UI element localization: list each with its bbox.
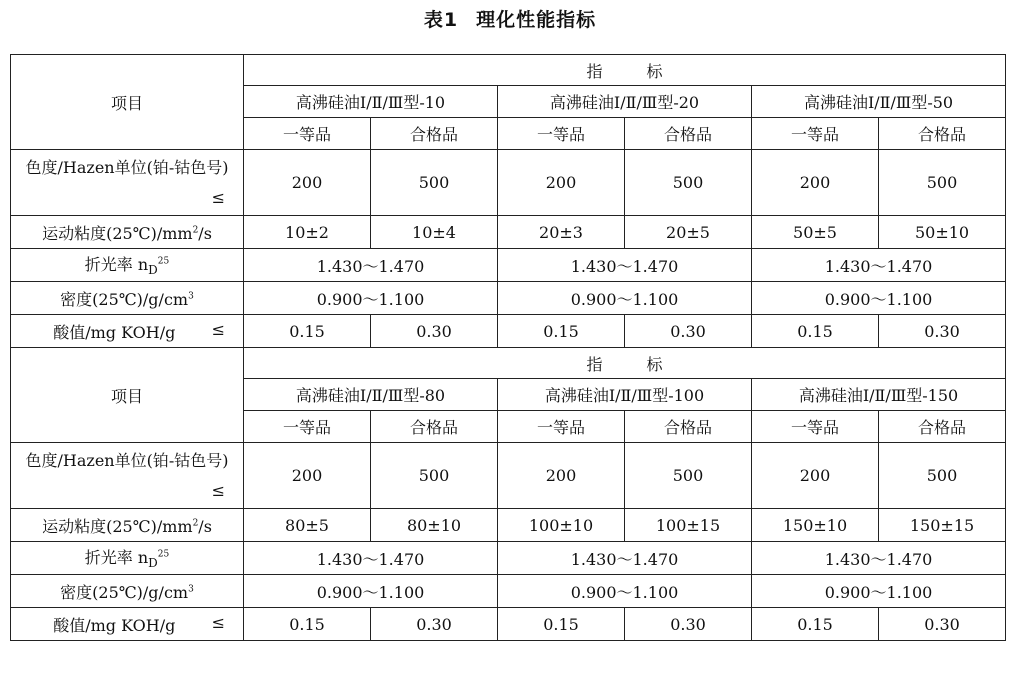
cell: 0.900～1.100 — [498, 282, 752, 315]
grade-header: 一等品 — [498, 411, 625, 443]
cell: 0.30 — [371, 608, 498, 641]
cell: 0.15 — [498, 608, 625, 641]
cell: 20±3 — [498, 216, 625, 249]
indicator-header: 指 标 — [244, 348, 1006, 379]
cell: 0.30 — [879, 608, 1006, 641]
grade-header: 合格品 — [879, 118, 1006, 150]
table-number: 表1 — [423, 9, 459, 31]
cell: 0.30 — [625, 315, 752, 348]
row-label-acid: 酸值/mg KOH/g ≤ — [11, 608, 244, 641]
cell: 80±10 — [371, 509, 498, 542]
cell: 50±5 — [752, 216, 879, 249]
cell: 1.430～1.470 — [498, 542, 752, 575]
cell: 0.900～1.100 — [498, 575, 752, 608]
cell: 1.430～1.470 — [244, 542, 498, 575]
row-label-density: 密度$(25℃)/g/cm^3$ — [11, 282, 244, 315]
table-row-acid — [11, 608, 1006, 641]
cell: 150±10 — [752, 509, 879, 542]
row-label-color: 色度/Hazen单位(铂-钴色号) ≤ — [11, 443, 244, 509]
cell: 0.15 — [244, 315, 371, 348]
cell: 500 — [879, 443, 1006, 509]
cell: 1.430～1.470 — [752, 542, 1006, 575]
indicator-header: 指 标 — [244, 55, 1006, 86]
cell: 0.900～1.100 — [752, 282, 1006, 315]
cell: 0.900～1.100 — [244, 575, 498, 608]
grade-header: 合格品 — [371, 411, 498, 443]
row-label-refraction: 折光率 $n_D^{25}$ — [11, 542, 244, 575]
grade-header: 一等品 — [244, 118, 371, 150]
table-row-density — [11, 575, 1006, 608]
table-row-color — [11, 443, 1006, 509]
table-row-color — [11, 150, 1006, 216]
table-row-density — [11, 282, 1006, 315]
grade-header: 一等品 — [752, 411, 879, 443]
grade-header: 一等品 — [752, 118, 879, 150]
row-label-viscosity: 运动粘度$(25℃)/mm^2/s$ — [11, 509, 244, 542]
row-label-refraction: 折光率 $n_D^{25}$ — [11, 249, 244, 282]
row-label-density: 密度$(25℃)/g/cm^3$ — [11, 575, 244, 608]
item-header: 项目 — [11, 348, 244, 443]
header-row-indicator — [11, 348, 1006, 379]
table-row-acid — [11, 315, 1006, 348]
cell: 500 — [371, 150, 498, 216]
cell: 200 — [752, 150, 879, 216]
table-title — [0, 6, 1020, 34]
cell: 200 — [244, 443, 371, 509]
cell: 10±4 — [371, 216, 498, 249]
cell: 80±5 — [244, 509, 371, 542]
row-label-color: 色度/Hazen单位(铂-钴色号) ≤ — [11, 150, 244, 216]
grade-header: 合格品 — [625, 118, 752, 150]
spec-table — [10, 54, 1006, 641]
grade-header: 一等品 — [498, 118, 625, 150]
cell: 100±10 — [498, 509, 625, 542]
grade-header: 一等品 — [244, 411, 371, 443]
cell: 200 — [498, 443, 625, 509]
cell: 0.15 — [498, 315, 625, 348]
cell: 0.900～1.100 — [752, 575, 1006, 608]
product-header: 高沸硅油Ⅰ/Ⅱ/Ⅲ型-10 — [244, 86, 498, 118]
cell: 100±15 — [625, 509, 752, 542]
cell: 10±2 — [244, 216, 371, 249]
cell: 0.15 — [752, 608, 879, 641]
cell: 0.15 — [244, 608, 371, 641]
cell: 150±15 — [879, 509, 1006, 542]
grade-header: 合格品 — [625, 411, 752, 443]
cell: 1.430～1.470 — [752, 249, 1006, 282]
grade-header: 合格品 — [371, 118, 498, 150]
cell: 20±5 — [625, 216, 752, 249]
header-row-indicator — [11, 55, 1006, 86]
cell: 0.15 — [752, 315, 879, 348]
table-caption: 理化性能指标 — [476, 9, 597, 31]
cell: 1.430～1.470 — [244, 249, 498, 282]
cell: 500 — [879, 150, 1006, 216]
item-header: 项目 — [11, 55, 244, 150]
table-row-refraction — [11, 542, 1006, 575]
product-header: 高沸硅油Ⅰ/Ⅱ/Ⅲ型-150 — [752, 379, 1006, 411]
product-header: 高沸硅油Ⅰ/Ⅱ/Ⅲ型-100 — [498, 379, 752, 411]
table-row-viscosity — [11, 216, 1006, 249]
table-row-refraction — [11, 249, 1006, 282]
cell: 0.30 — [625, 608, 752, 641]
cell: 0.30 — [879, 315, 1006, 348]
row-label-viscosity: 运动粘度$(25℃)/mm^2/s$ — [11, 216, 244, 249]
cell: 200 — [244, 150, 371, 216]
cell: 1.430～1.470 — [498, 249, 752, 282]
grade-header: 合格品 — [879, 411, 1006, 443]
cell: 50±10 — [879, 216, 1006, 249]
cell: 0.30 — [371, 315, 498, 348]
table-row-viscosity — [11, 509, 1006, 542]
row-label-acid: 酸值/mg KOH/g ≤ — [11, 315, 244, 348]
cell: 200 — [498, 150, 625, 216]
cell: 500 — [625, 443, 752, 509]
cell: 500 — [625, 150, 752, 216]
cell: 500 — [371, 443, 498, 509]
cell: 0.900～1.100 — [244, 282, 498, 315]
product-header: 高沸硅油Ⅰ/Ⅱ/Ⅲ型-80 — [244, 379, 498, 411]
product-header: 高沸硅油Ⅰ/Ⅱ/Ⅲ型-50 — [752, 86, 1006, 118]
cell: 200 — [752, 443, 879, 509]
product-header: 高沸硅油Ⅰ/Ⅱ/Ⅲ型-20 — [498, 86, 752, 118]
